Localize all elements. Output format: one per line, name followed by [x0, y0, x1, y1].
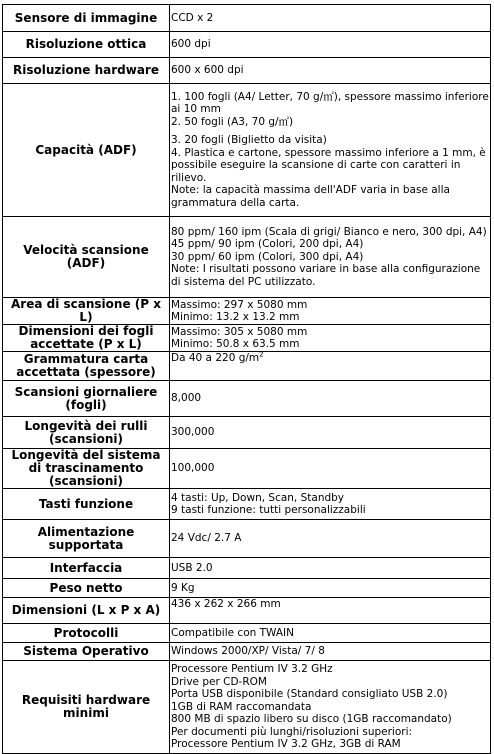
spec-row-net-weight: [3, 579, 491, 598]
spec-row-interface: [3, 558, 491, 579]
spec-value: [170, 624, 491, 643]
spec-value-line: 800 MB di spazio libero su disco (1GB raccomandato): [171, 713, 452, 726]
spec-label: Area di scansione (P x L): [3, 298, 170, 325]
spec-label: Capacità (ADF): [3, 84, 170, 217]
spec-row-hardware-resolution: [3, 58, 491, 84]
spec-value-line: 600 dpi: [171, 38, 211, 51]
spec-value: [170, 449, 491, 489]
spec-row-min-hardware: [3, 661, 491, 754]
spec-value-line: CCD x 2: [171, 11, 214, 24]
spec-value-line: 1GB di RAM raccomandata: [171, 700, 312, 713]
spec-label: Alimentazione supportata: [3, 520, 170, 558]
spec-row-operating-system: [3, 643, 491, 661]
spec-row-accepted-sheet-size: [3, 325, 491, 352]
spec-label: Tasti funzione: [3, 489, 170, 520]
spec-value-line: Compatibile con TWAIN: [171, 626, 294, 639]
spec-value-line: 45 ppm/ 90 ipm (Colori, 200 dpi, A4): [171, 238, 364, 251]
spec-value: [170, 381, 491, 417]
spec-value-line: 1. 100 fogli (A4/ Letter, 70 g/㎡), spessore massimo inferiore ai 10 mm: [171, 90, 489, 116]
unit-superscript: 2: [259, 351, 264, 359]
spec-row-optical-resolution: [3, 32, 491, 58]
spec-value-line: 3. 20 fogli (Biglietto da visita): [171, 134, 327, 147]
spec-value-line: Minimo: 13.2 x 13.2 mm: [171, 311, 300, 323]
spec-row-roller-life: [3, 417, 491, 449]
spec-value: [170, 298, 491, 325]
spec-value-line: Processore Pentium IV 3.2 GHz, 3GB di RAM: [171, 738, 401, 751]
spec-row-feed-system-life: [3, 449, 491, 489]
spec-row-image-sensor: [3, 5, 491, 32]
spec-label: Grammatura carta accettata (spessore): [3, 352, 170, 381]
spec-value-line: 600 x 600 dpi: [171, 64, 244, 77]
spec-value-line: 24 Vdc/ 2.7 A: [171, 532, 242, 545]
spec-label: Sensore di immagine: [3, 5, 170, 32]
spec-value: [170, 84, 491, 217]
spec-value-line: 4. Plastica e cartone, spessore massimo inferiore a 1 mm, è possibile eseguire la scansione di carte con caratteri in rilievo.: [171, 146, 486, 184]
spec-value: [170, 489, 491, 520]
spec-label: Sistema Operativo: [3, 643, 170, 661]
spec-value-line: Note: la capacità massima dell'ADF varia in base alla grammatura della carta.: [171, 184, 450, 209]
spec-value: [170, 598, 491, 624]
spec-value: [170, 217, 491, 298]
spec-value: [170, 352, 491, 381]
spec-label: Protocolli: [3, 624, 170, 643]
spec-value-line: Massimo: 305 x 5080 mm: [171, 325, 308, 338]
spec-value: [170, 520, 491, 558]
spec-value: [170, 58, 491, 84]
spec-value-line: Windows 2000/XP/ Vista/ 7/ 8: [171, 645, 325, 658]
spec-value-line: 8,000: [171, 392, 202, 405]
spec-row-function-keys: [3, 489, 491, 520]
spec-label: Risoluzione hardware: [3, 58, 170, 84]
spec-label: Peso netto: [3, 579, 170, 598]
spec-value: [170, 661, 491, 754]
spec-value-line: Minimo: 50.8 x 63.5 mm: [171, 338, 300, 350]
spec-label: Dimensioni (L x P x A): [3, 598, 170, 624]
spec-value-text: Da 40 a 220 g/m: [171, 352, 260, 364]
spec-label: Risoluzione ottica: [3, 32, 170, 58]
spec-value-line: 9 Kg: [171, 581, 195, 594]
spec-value: [170, 579, 491, 598]
spec-value: [170, 558, 491, 579]
spec-row-power-supply: [3, 520, 491, 558]
spec-value-line: 9 tasti funzione: tutti personalizzabili: [171, 504, 366, 516]
spec-row-paper-weight: [3, 352, 491, 381]
spec-label: Velocità scansione (ADF): [3, 217, 170, 298]
spec-value-line: Drive per CD-ROM: [171, 675, 267, 688]
spec-value-line: [171, 352, 489, 365]
spec-value: [170, 5, 491, 32]
spec-row-scan-area: [3, 298, 491, 325]
spec-value-line: 4 tasti: Up, Down, Scan, Standby: [171, 491, 345, 504]
spec-value-line: 100,000: [171, 462, 215, 475]
spec-label: Requisiti hardware minimi: [3, 661, 170, 754]
spec-value-line: 2. 50 fogli (A3, 70 g/㎡): [171, 115, 294, 128]
spec-label: Longevità dei rulli (scansioni): [3, 417, 170, 449]
spec-value-line: 80 ppm/ 160 ipm (Scala di grigi/ Bianco e nero, 300 dpi, A4): [171, 225, 487, 238]
spec-label: Longevità del sistema di trascinamento (scansioni): [3, 449, 170, 489]
spec-value-line: USB 2.0: [171, 561, 213, 574]
spec-value-line: Per documenti più lunghi/risoluzioni superiori:: [171, 725, 413, 738]
spec-value-line: 30 ppm/ 60 ipm (Colori, 300 dpi, A4): [171, 250, 364, 263]
spec-value-line: Note: I risultati possono variare in base alla configurazione di sistema del PC utilizzato.: [171, 263, 481, 288]
spec-table: [2, 4, 491, 754]
spec-row-dimensions: [3, 598, 491, 624]
spec-value-line: 300,000: [171, 426, 215, 439]
spec-value: [170, 325, 491, 352]
spec-value-line: Massimo: 297 x 5080 mm: [171, 298, 308, 311]
spec-value: [170, 32, 491, 58]
spec-label: Interfaccia: [3, 558, 170, 579]
spec-value-line: 436 x 262 x 266 mm: [171, 598, 281, 610]
spec-value-line: Porta USB disponibile (Standard consigliato USB 2.0): [171, 688, 448, 701]
spec-label: Dimensioni dei fogli accettate (P x L): [3, 325, 170, 352]
spec-label: Scansioni giornaliere (fogli): [3, 381, 170, 417]
spec-value-line: Processore Pentium IV 3.2 GHz: [171, 663, 333, 676]
spec-value: [170, 643, 491, 661]
spec-row-adf-capacity: [3, 84, 491, 217]
spec-row-protocols: [3, 624, 491, 643]
spec-row-scan-speed: [3, 217, 491, 298]
spec-row-daily-scans: [3, 381, 491, 417]
spec-value: [170, 417, 491, 449]
